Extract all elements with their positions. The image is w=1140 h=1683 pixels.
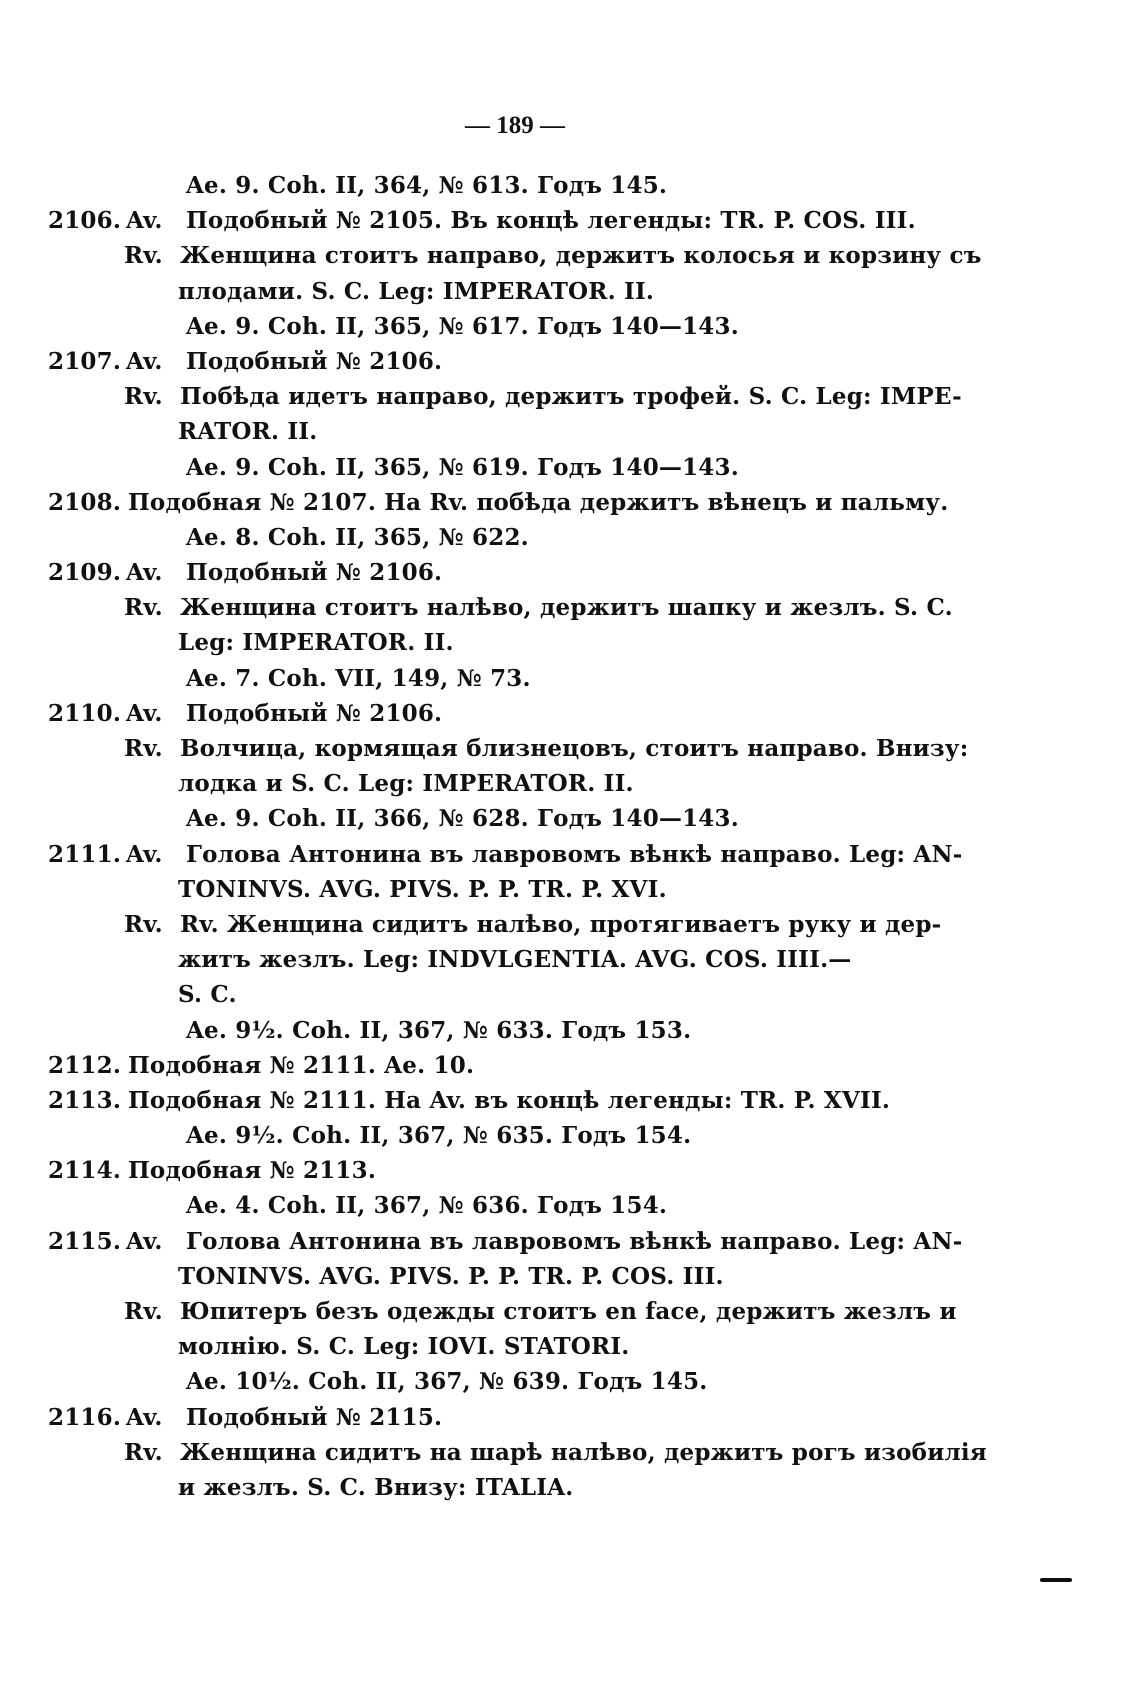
catalog-line (0, 344, 1140, 379)
catalog-line (0, 168, 1140, 203)
entry-number: 2111. (48, 840, 122, 868)
catalog-reference: Ae. 9. Coh. II, 365, № 617. Годъ 140—143. (186, 312, 739, 340)
entry-text: и жезлъ. S. C. Внизу: ITALIA. (178, 1473, 574, 1501)
catalog-line (0, 590, 1140, 625)
catalog-line (0, 1083, 1140, 1118)
entry-text: Подобная № 2111. Ae. 10. (128, 1051, 475, 1079)
entry-number: 2108. (48, 488, 122, 516)
entry-text: Подобная № 2111. На Av. въ концѣ легенды: TR. P. XVII. (128, 1086, 891, 1114)
entry-text: Подобный № 2105. Въ концѣ легенды: TR. P. COS. III. (186, 207, 916, 235)
entry-text: плодами. S. C. Leg: IMPERATOR. II. (178, 277, 655, 305)
obverse-label: Av. (126, 347, 163, 375)
catalog-line (0, 801, 1140, 836)
catalog-line (0, 1153, 1140, 1188)
entry-number: 2116. (48, 1403, 122, 1431)
entry-text: Подобный № 2115. (186, 1403, 443, 1431)
reverse-label: Rv. (124, 735, 163, 762)
reverse-label: Rv. (124, 1298, 163, 1325)
margin-dash-mark (1040, 1578, 1072, 1582)
catalog-reference: Ae. 9. Coh. II, 364, № 613. Годъ 145. (186, 172, 668, 199)
catalog-line (0, 450, 1140, 485)
catalog-line (0, 1435, 1140, 1470)
catalog-line (0, 1294, 1140, 1329)
catalog-line (0, 837, 1140, 872)
entry-text: Голова Антонина въ лавровомъ вѣнкѣ направо. Leg: AN- (186, 840, 963, 868)
entry-number: 2109. (48, 559, 122, 587)
catalog-line (0, 1259, 1140, 1294)
catalog-line (0, 203, 1140, 238)
entry-number: 2114. (48, 1157, 122, 1185)
reverse-label: Rv. (124, 594, 163, 622)
catalog-reference: Ae. 7. Coh. VII, 149, № 73. (186, 664, 531, 692)
catalog-line (0, 485, 1140, 520)
entry-text: молнію. S. C. Leg: IOVI. STATORI. (178, 1333, 630, 1361)
entry-text: RATOR. II. (178, 418, 318, 446)
entry-text: Женщина стоитъ направо, держитъ колосья и корзину съ (180, 242, 982, 270)
catalog-line (0, 309, 1140, 344)
entry-number: 2115. (48, 1227, 122, 1255)
catalog-line (0, 555, 1140, 590)
obverse-label: Av. (126, 207, 163, 235)
entry-text: Rv. Женщина сидитъ налѣво, протягиваетъ руку и дер- (180, 910, 942, 938)
catalog-line (0, 1400, 1140, 1435)
entry-text: Подобная № 2107. На Rv. побѣда держитъ вѣнецъ и пальму. (128, 488, 949, 516)
catalog-line (0, 1013, 1140, 1048)
catalog-line (0, 907, 1140, 942)
catalog-line (0, 766, 1140, 801)
catalog-line (0, 1118, 1140, 1153)
obverse-label: Av. (126, 840, 163, 868)
entry-text: S. C. (178, 981, 237, 1009)
entry-number: 2106. (48, 207, 122, 235)
catalog-line (0, 661, 1140, 696)
entry-text: Юпитеръ безъ одежды стоитъ en face, держитъ жезлъ и (180, 1298, 957, 1325)
entry-text: Побѣда идетъ направо, держитъ трофей. S. C. Leg: IMPE- (180, 383, 962, 411)
entry-text: Leg: IMPERATOR. II. (178, 629, 454, 657)
entry-text: лодка и S. C. Leg: IMPERATOR. II. (178, 770, 634, 798)
entry-text: Женщина стоитъ налѣво, держитъ шапку и жезлъ. S. C. (180, 594, 953, 622)
catalog-reference: Ae. 8. Coh. II, 365, № 622. (186, 523, 529, 551)
entry-text: Волчица, кормящая близнецовъ, стоитъ направо. Внизу: (180, 735, 969, 762)
page-number: — 189 — (465, 112, 565, 139)
catalog-line (0, 1224, 1140, 1259)
catalog-line (0, 520, 1140, 555)
entry-text: Подобный № 2106. (186, 559, 443, 587)
obverse-label: Av. (126, 699, 163, 727)
catalog-line (0, 625, 1140, 660)
catalog-line (0, 1048, 1140, 1083)
obverse-label: Av. (126, 1227, 163, 1255)
entry-text: Подобный № 2106. (186, 347, 443, 375)
reverse-label: Rv. (124, 242, 163, 270)
catalog-line (0, 1470, 1140, 1505)
catalog-line (0, 1188, 1140, 1223)
catalog-reference: Ae. 9½. Coh. II, 367, № 635. Годъ 154. (186, 1122, 692, 1150)
catalog-line (0, 1329, 1140, 1364)
entry-text: житъ жезлъ. Leg: INDVLGENTIA. AVG. COS. IIII.— (178, 946, 852, 974)
entry-text: Подобная № 2113. (128, 1157, 377, 1185)
catalog-line (0, 379, 1140, 414)
catalog-reference: Ae. 9. Coh. II, 366, № 628. Годъ 140—143. (186, 805, 739, 833)
entry-text: Женщина сидитъ на шарѣ налѣво, держитъ рогъ изобилія (180, 1438, 987, 1466)
entry-text: TONINVS. AVG. PIVS. P. P. TR. P. COS. III. (178, 1262, 724, 1290)
catalog-line (0, 238, 1140, 273)
catalog-entries (0, 168, 1140, 1505)
entry-number: 2107. (48, 347, 122, 375)
catalog-line (0, 274, 1140, 309)
catalog-reference: Ae. 10½. Coh. II, 367, № 639. Годъ 145. (186, 1368, 708, 1396)
entry-number: 2112. (48, 1051, 122, 1079)
entry-text: Голова Антонина въ лавровомъ вѣнкѣ направо. Leg: AN- (186, 1227, 963, 1255)
obverse-label: Av. (126, 559, 163, 587)
catalog-reference: Ae. 4. Coh. II, 367, № 636. Годъ 154. (186, 1192, 668, 1220)
entry-number: 2110. (48, 699, 122, 727)
reverse-label: Rv. (124, 910, 163, 938)
catalog-line (0, 977, 1140, 1012)
entry-text: Подобный № 2106. (186, 699, 443, 727)
catalog-line (0, 1364, 1140, 1399)
catalog-reference: Ae. 9. Coh. II, 365, № 619. Годъ 140—143. (186, 453, 739, 481)
entry-text: TONINVS. AVG. PIVS. P. P. TR. P. XVI. (178, 875, 667, 903)
catalog-line (0, 731, 1140, 766)
catalog-line (0, 872, 1140, 907)
catalog-line (0, 696, 1140, 731)
reverse-label: Rv. (124, 1438, 163, 1466)
catalog-reference: Ae. 9½. Coh. II, 367, № 633. Годъ 153. (186, 1016, 692, 1044)
catalog-line (0, 942, 1140, 977)
obverse-label: Av. (126, 1403, 163, 1431)
entry-number: 2113. (48, 1086, 122, 1114)
catalog-line (0, 414, 1140, 449)
reverse-label: Rv. (124, 383, 163, 411)
